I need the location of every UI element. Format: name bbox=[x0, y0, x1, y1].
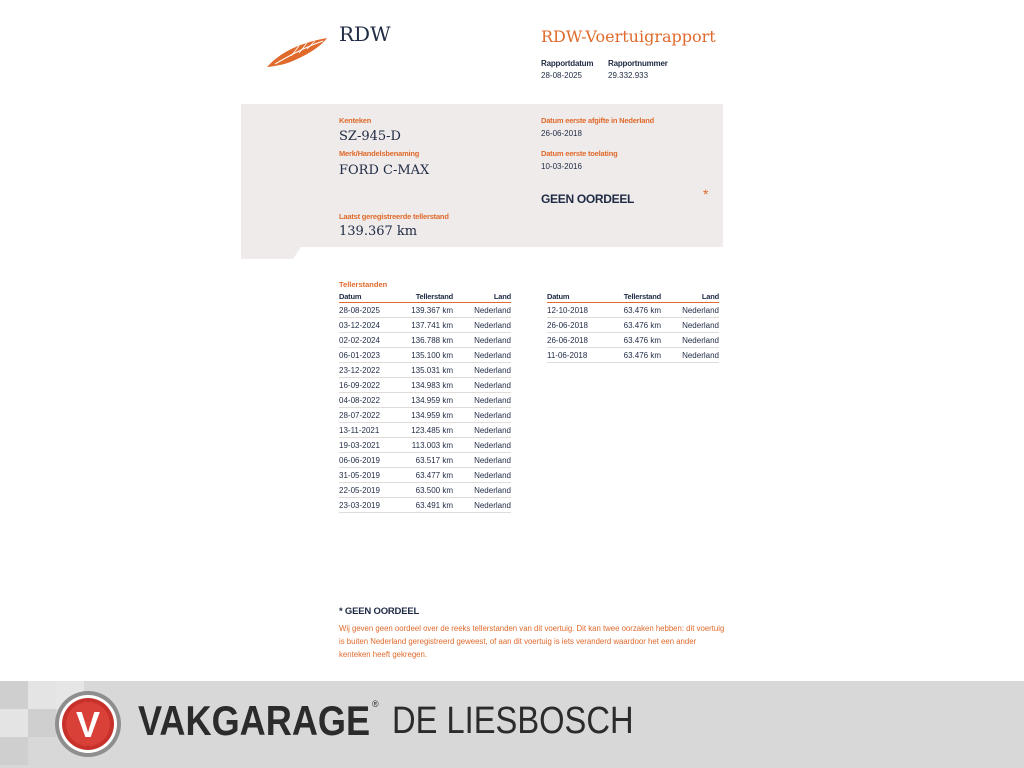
cell-land: Nederland bbox=[453, 453, 511, 468]
table-row bbox=[339, 348, 511, 363]
rdw-feather-logo-icon bbox=[265, 34, 331, 70]
cell-land: Nederland bbox=[661, 333, 719, 348]
cell-km: 63.477 km bbox=[407, 468, 453, 483]
panel-corner-tab bbox=[241, 247, 301, 259]
cell-km: 135.100 km bbox=[407, 348, 453, 363]
col-header-date: Datum bbox=[339, 292, 407, 303]
cell-km: 136.788 km bbox=[407, 333, 453, 348]
table-row bbox=[547, 348, 719, 363]
table-row bbox=[339, 483, 511, 498]
first-admission-value: 10-03-2016 bbox=[541, 162, 582, 171]
cell-date: 16-09-2022 bbox=[339, 378, 407, 393]
checker-tile bbox=[0, 709, 28, 737]
cell-km: 63.476 km bbox=[615, 318, 661, 333]
table-row bbox=[339, 468, 511, 483]
readings-table-right bbox=[547, 292, 719, 363]
vakgarage-banner bbox=[0, 681, 1024, 768]
table-row bbox=[339, 318, 511, 333]
svg-text:V: V bbox=[75, 704, 101, 745]
make-label: Merk/Handelsbenaming bbox=[339, 149, 420, 158]
footnote-title: * GEEN OORDEEL bbox=[339, 606, 420, 617]
cell-land: Nederland bbox=[453, 468, 511, 483]
cell-land: Nederland bbox=[453, 303, 511, 318]
cell-km: 63.491 km bbox=[407, 498, 453, 513]
cell-land: Nederland bbox=[453, 378, 511, 393]
cell-km: 63.517 km bbox=[407, 453, 453, 468]
cell-km: 123.485 km bbox=[407, 423, 453, 438]
vehicle-info-panel bbox=[241, 104, 723, 247]
first-nl-label: Datum eerste afgifte in Nederland bbox=[541, 116, 655, 125]
cell-km: 63.476 km bbox=[615, 333, 661, 348]
readings-table-left bbox=[339, 292, 511, 513]
table-row bbox=[339, 333, 511, 348]
table-header-row bbox=[547, 292, 719, 303]
cell-land: Nederland bbox=[661, 303, 719, 318]
cell-km: 63.476 km bbox=[615, 348, 661, 363]
first-admission-label: Datum eerste toelating bbox=[541, 149, 618, 158]
cell-date: 06-06-2019 bbox=[339, 453, 407, 468]
table-row bbox=[339, 498, 511, 513]
cell-km: 135.031 km bbox=[407, 363, 453, 378]
cell-land: Nederland bbox=[453, 333, 511, 348]
cell-date: 28-07-2022 bbox=[339, 408, 407, 423]
table-row bbox=[339, 453, 511, 468]
cell-land: Nederland bbox=[453, 348, 511, 363]
col-header-date: Datum bbox=[547, 292, 615, 303]
cell-km: 113.003 km bbox=[407, 438, 453, 453]
table-row bbox=[547, 318, 719, 333]
checker-tile bbox=[28, 681, 56, 709]
table-row bbox=[547, 333, 719, 348]
vakgarage-brand-location: DE LIESBOSCH bbox=[392, 700, 634, 742]
cell-date: 12-10-2018 bbox=[547, 303, 615, 318]
cell-land: Nederland bbox=[453, 408, 511, 423]
cell-date: 04-08-2022 bbox=[339, 393, 407, 408]
footnote-text: Wij geven geen oordeel over de reeks tellerstanden van dit voertuig. Dit kan twee oorzaken hebben: dit voertuig is buiten Nederland geregistreerd geweest, of aan dit voertuig is iets veranderd waardoor het een ander kenteken heeft gekregen. bbox=[339, 624, 725, 659]
vakgarage-brand-bold: VAKGARAGE bbox=[138, 697, 371, 744]
cell-land: Nederland bbox=[661, 348, 719, 363]
cell-date: 28-08-2025 bbox=[339, 303, 407, 318]
verdict-text: GEEN OORDEEL bbox=[541, 192, 635, 206]
cell-date: 23-03-2019 bbox=[339, 498, 407, 513]
table-row bbox=[339, 423, 511, 438]
cell-date: 13-11-2021 bbox=[339, 423, 407, 438]
cell-km: 137.741 km bbox=[407, 318, 453, 333]
plate-value: SZ-945-D bbox=[339, 129, 401, 144]
cell-date: 11-06-2018 bbox=[547, 348, 615, 363]
report-date-value: 28-08-2025 bbox=[541, 71, 582, 80]
cell-date: 26-06-2018 bbox=[547, 333, 615, 348]
rdw-brand-text: RDW bbox=[339, 22, 391, 46]
cell-km: 63.476 km bbox=[615, 303, 661, 318]
cell-land: Nederland bbox=[453, 318, 511, 333]
col-header-land: Land bbox=[661, 292, 719, 303]
cell-date: 02-02-2024 bbox=[339, 333, 407, 348]
cell-date: 26-06-2018 bbox=[547, 318, 615, 333]
vakgarage-badge-icon bbox=[54, 690, 122, 758]
table-row bbox=[339, 378, 511, 393]
cell-land: Nederland bbox=[453, 393, 511, 408]
cell-date: 23-12-2022 bbox=[339, 363, 407, 378]
checker-tile bbox=[28, 709, 56, 737]
table-header-row bbox=[339, 292, 511, 303]
cell-km: 139.367 km bbox=[407, 303, 453, 318]
cell-date: 19-03-2021 bbox=[339, 438, 407, 453]
cell-km: 134.959 km bbox=[407, 408, 453, 423]
cell-land: Nederland bbox=[453, 483, 511, 498]
plate-label: Kenteken bbox=[339, 116, 372, 125]
cell-km: 134.983 km bbox=[407, 378, 453, 393]
cell-land: Nederland bbox=[453, 423, 511, 438]
cell-km: 134.959 km bbox=[407, 393, 453, 408]
cell-date: 22-05-2019 bbox=[339, 483, 407, 498]
table-row bbox=[339, 363, 511, 378]
table-row bbox=[547, 303, 719, 318]
col-header-km: Tellerstand bbox=[407, 292, 453, 303]
make-value: FORD C-MAX bbox=[339, 163, 430, 178]
checker-tile bbox=[0, 737, 28, 765]
report-number-label: Rapportnummer bbox=[608, 59, 668, 68]
last-odo-value: 139.367 km bbox=[339, 224, 418, 239]
cell-land: Nederland bbox=[453, 498, 511, 513]
cell-date: 31-05-2019 bbox=[339, 468, 407, 483]
report-title: RDW-Voertuigrapport bbox=[541, 27, 716, 46]
readings-title: Tellerstanden bbox=[339, 280, 388, 289]
cell-land: Nederland bbox=[453, 363, 511, 378]
col-header-land: Land bbox=[453, 292, 511, 303]
table-row bbox=[339, 438, 511, 453]
registered-mark: ® bbox=[372, 699, 379, 709]
checker-tile bbox=[0, 681, 28, 709]
table-row bbox=[339, 408, 511, 423]
verdict-asterisk: * bbox=[703, 186, 709, 202]
report-date-label: Rapportdatum bbox=[541, 59, 594, 68]
cell-date: 06-01-2023 bbox=[339, 348, 407, 363]
table-row bbox=[339, 393, 511, 408]
last-odo-label: Laatst geregistreerde tellerstand bbox=[339, 212, 449, 221]
first-nl-value: 26-06-2018 bbox=[541, 129, 582, 138]
cell-land: Nederland bbox=[661, 318, 719, 333]
cell-land: Nederland bbox=[453, 438, 511, 453]
cell-date: 03-12-2024 bbox=[339, 318, 407, 333]
cell-km: 63.500 km bbox=[407, 483, 453, 498]
report-number-value: 29.332.933 bbox=[608, 71, 649, 80]
table-row bbox=[339, 303, 511, 318]
col-header-km: Tellerstand bbox=[615, 292, 661, 303]
